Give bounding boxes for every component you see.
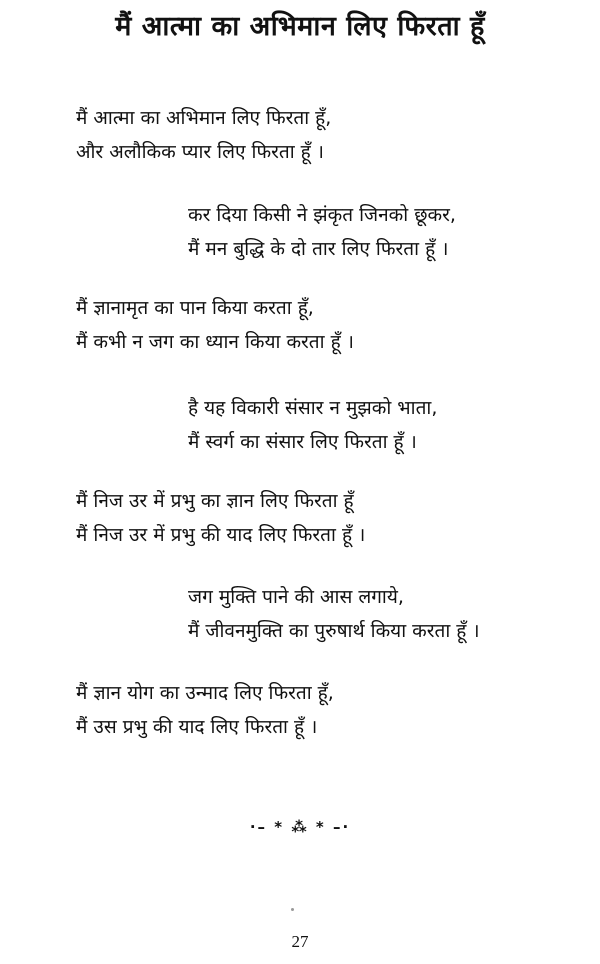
stanza-2 (188, 198, 456, 266)
poem-line: है यह विकारी संसार न मुझको भाता, (188, 397, 438, 419)
poem-line: मैं निज उर में प्रभु की याद लिए फिरता हूँ । (76, 524, 366, 546)
poem-line: मैं ज्ञान योग का उन्माद लिए फिरता हूँ, (76, 682, 334, 704)
poem-line: मैं जीवनमुक्ति का पुरुषार्थ किया करता हूँ । (188, 620, 480, 642)
poem-line: मैं उस प्रभु की याद लिए फिरता हूँ । (76, 716, 318, 738)
poem-line: मैं निज उर में प्रभु का ज्ञान लिए फिरता हूँ (76, 490, 354, 512)
stanza-5 (76, 484, 365, 552)
stanza-1 (76, 101, 331, 169)
page-number: 27 (291, 932, 309, 951)
poem-line: कर दिया किसी ने झंकृत जिनको छूकर, (188, 204, 456, 226)
print-speck (291, 908, 294, 911)
poem-line: जग मुक्ति पाने की आस लगाये, (188, 586, 404, 608)
stanza-6 (188, 580, 480, 648)
stanza-3 (76, 291, 354, 359)
poem-title: मैं आत्मा का अभिमान लिए फिरता हूँ (115, 11, 485, 42)
decorative-divider: ·– * ⁂ * –· (249, 818, 351, 836)
poem-line: और अलौकिक प्यार लिए फिरता हूँ । (76, 141, 324, 163)
poem-line: मैं स्वर्ग का संसार लिए फिरता हूँ । (188, 431, 417, 453)
poem-line: मैं आत्मा का अभिमान लिए फिरता हूँ, (76, 107, 332, 129)
stanza-7 (76, 676, 334, 744)
poem-line: मैं कभी न जग का ध्यान किया करता हूँ । (76, 331, 354, 353)
poem-line: मैं ज्ञानामृत का पान किया करता हूँ, (76, 297, 314, 319)
poem-line: मैं मन बुद्धि के दो तार लिए फिरता हूँ । (188, 238, 449, 260)
stanza-4 (188, 391, 437, 459)
